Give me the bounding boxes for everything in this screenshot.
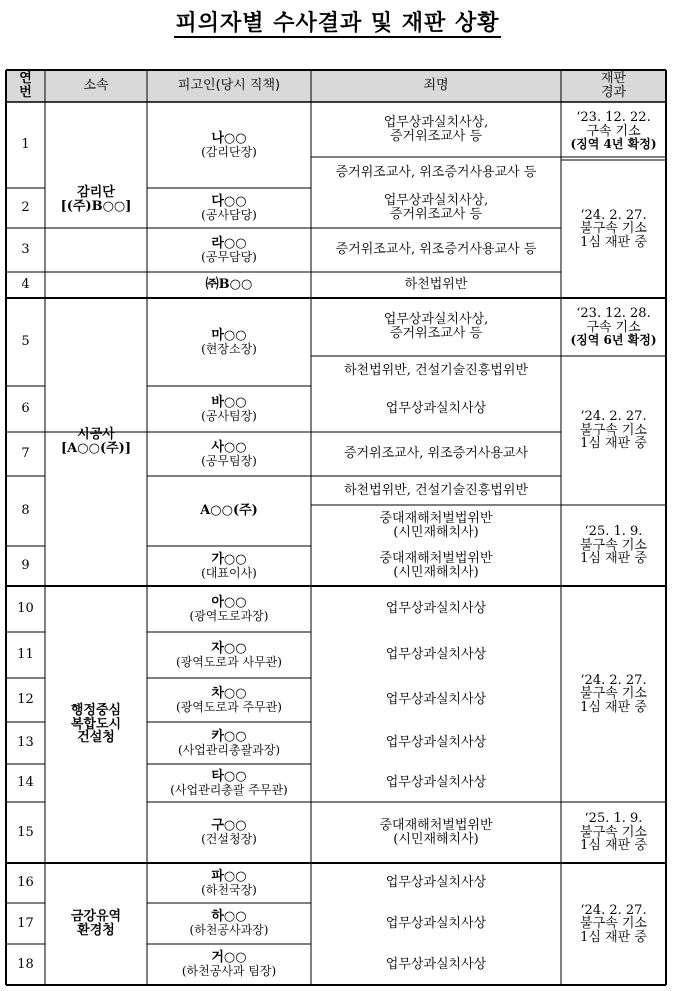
row-number-line: 17 bbox=[17, 915, 34, 931]
charge-cell-line: 증거위조교사, 위조증거사용교사 등 bbox=[335, 242, 537, 258]
result-cell-line: ‘23. 12. 22. bbox=[576, 110, 651, 126]
row-number-line: 3 bbox=[21, 242, 30, 258]
org-cell bbox=[45, 586, 147, 863]
defendant-position: (광역도로과 사무관) bbox=[176, 654, 282, 669]
row-number bbox=[6, 546, 45, 586]
defendant-position: (현장소장) bbox=[201, 341, 257, 356]
defendant-position: (대표이사) bbox=[201, 565, 257, 580]
result-cell-line: (징역 4년 확정) bbox=[570, 137, 657, 152]
defendant-name: 라○○ bbox=[211, 235, 247, 251]
defendant-name: 카○○ bbox=[211, 728, 247, 744]
row-number bbox=[6, 432, 45, 476]
defendant-name: 자○○ bbox=[211, 640, 247, 656]
header-defendant bbox=[147, 70, 311, 102]
header-result bbox=[561, 70, 666, 102]
defendant-position: (공사담당) bbox=[201, 207, 257, 222]
row-number bbox=[6, 298, 45, 386]
charge-cell-line: 업무상과실치사상 bbox=[385, 875, 487, 891]
org-cell-line: 복합도시 bbox=[70, 716, 122, 732]
defendant-position: (감리단장) bbox=[201, 144, 257, 159]
result-cell-line: ‘24. 2. 27. bbox=[580, 207, 647, 223]
result-cell bbox=[561, 863, 666, 985]
row-number-line: 4 bbox=[21, 277, 30, 293]
row-number-line: 12 bbox=[17, 692, 34, 708]
charge-cell-line: (시민재해치사) bbox=[393, 831, 479, 847]
org-cell bbox=[45, 102, 147, 298]
defendant-name: 차○○ bbox=[211, 685, 247, 701]
defendant-name: A○○(주) bbox=[200, 503, 258, 519]
defendant-name: 거○○ bbox=[211, 950, 247, 966]
defendant-cell bbox=[147, 272, 311, 298]
header-no-line: 번 bbox=[19, 85, 32, 100]
defendant-cell bbox=[147, 102, 311, 188]
result-cell bbox=[561, 102, 666, 160]
result-cell-line: 불구속 기소 bbox=[580, 537, 647, 553]
charge-cell-line: 증거위조교사, 위조증거사용교사 bbox=[343, 446, 529, 462]
defendant-cell bbox=[147, 386, 311, 432]
row-number-line: 13 bbox=[17, 735, 34, 751]
row-number bbox=[6, 476, 45, 546]
result-cell-line: 1심 재판 중 bbox=[580, 929, 647, 945]
result-cell-line: 1심 재판 중 bbox=[580, 234, 647, 250]
row-number-line: 14 bbox=[17, 775, 34, 791]
defendant-position: (공사팀장) bbox=[201, 408, 257, 423]
charge-cell-line: 업무상과실치사상 bbox=[385, 735, 487, 751]
defendant-position: (공무팀장) bbox=[201, 453, 257, 468]
defendant-position: (공무담당) bbox=[201, 249, 257, 264]
charge-cell-line: 중대재해처벌법위반 bbox=[379, 551, 493, 567]
defendant-name: 가○○ bbox=[211, 551, 247, 567]
org-cell-line: 시공사 bbox=[77, 427, 115, 443]
charge-cell bbox=[311, 272, 561, 298]
defendant-cell bbox=[147, 802, 311, 863]
row-number bbox=[6, 386, 45, 432]
charge-cell bbox=[311, 722, 561, 764]
result-cell-line: 1심 재판 중 bbox=[580, 838, 647, 854]
defendant-name: 파○○ bbox=[211, 868, 247, 884]
charge-cell bbox=[311, 863, 561, 903]
result-cell bbox=[561, 160, 666, 298]
defendant-cell bbox=[147, 944, 311, 985]
charge-cell bbox=[311, 228, 561, 272]
charge-cell bbox=[311, 546, 561, 586]
defendant-cell bbox=[147, 586, 311, 632]
row-number-line: 18 bbox=[17, 956, 34, 972]
defendant-position: (사업관리총괄과장) bbox=[177, 742, 281, 757]
defendant-cell bbox=[147, 678, 311, 722]
result-cell bbox=[561, 298, 666, 356]
row-number-line: 1 bbox=[21, 137, 30, 153]
defendant-cell bbox=[147, 863, 311, 903]
charge-cell bbox=[311, 802, 561, 863]
row-number-line: 16 bbox=[17, 875, 34, 891]
result-cell-line: 불구속 기소 bbox=[580, 221, 647, 237]
defendant-name: 사○○ bbox=[211, 439, 247, 455]
charge-cell-line: 업무상과실치사상 bbox=[385, 692, 487, 708]
charge-cell-line: 업무상과실치사상, bbox=[383, 193, 489, 209]
row-number bbox=[6, 228, 45, 272]
charge-cell bbox=[311, 102, 561, 157]
row-number bbox=[6, 632, 45, 678]
row-number bbox=[6, 586, 45, 632]
org-cell-line: 행정중심 bbox=[70, 703, 122, 719]
row-number bbox=[6, 802, 45, 863]
row-number-line: 5 bbox=[21, 334, 30, 350]
header-no bbox=[6, 70, 45, 102]
defendant-name: ㈜B○○ bbox=[205, 277, 253, 293]
result-cell bbox=[561, 356, 666, 505]
defendant-position: (하천공사과 팀장) bbox=[181, 964, 277, 979]
defendant-position: (광역도로과 주무관) bbox=[176, 699, 282, 714]
header-charge-line: 죄명 bbox=[423, 78, 449, 94]
result-cell bbox=[561, 802, 666, 863]
charge-cell-line: 중대재해처벌법위반 bbox=[379, 510, 493, 526]
charge-cell bbox=[311, 505, 561, 546]
result-cell-line: 불구속 기소 bbox=[580, 824, 647, 840]
header-no-line: 연 bbox=[19, 71, 32, 87]
result-cell-line: ‘24. 2. 27. bbox=[580, 902, 647, 918]
result-cell-line: ‘24. 2. 27. bbox=[580, 409, 647, 425]
header-org-line: 소속 bbox=[83, 78, 109, 94]
defendant-cell bbox=[147, 298, 311, 386]
charge-cell-line: 업무상과실치사상 bbox=[385, 601, 487, 617]
row-number bbox=[6, 102, 45, 188]
result-cell-line: 1심 재판 중 bbox=[580, 436, 647, 452]
result-cell-line: 불구속 기소 bbox=[580, 916, 647, 932]
charge-cell bbox=[311, 586, 561, 632]
header-result-line: 재판 bbox=[600, 71, 627, 87]
charge-cell-line: 하천법위반 bbox=[404, 277, 468, 293]
org-cell-line: [(주)B○○] bbox=[60, 199, 132, 214]
charge-cell-line: 업무상과실치사상 bbox=[385, 956, 487, 972]
header-result-line: 경과 bbox=[600, 85, 627, 100]
result-cell-line: ‘25. 1. 9. bbox=[584, 524, 643, 540]
charge-cell-line: 증거위조교사 등 bbox=[389, 207, 483, 222]
charge-cell-line: 하천법위반, 건설기술진흥법위반 bbox=[343, 482, 529, 498]
page-title: 피의자별 수사결과 및 재판 상황 bbox=[175, 11, 500, 36]
result-cell-line: 불구속 기소 bbox=[580, 686, 647, 702]
row-number bbox=[6, 272, 45, 298]
defendant-cell bbox=[147, 546, 311, 586]
org-cell-line: [A○○(주)] bbox=[61, 441, 131, 456]
defendant-name: 하○○ bbox=[211, 909, 247, 925]
defendant-cell bbox=[147, 903, 311, 944]
charge-cell bbox=[311, 386, 561, 432]
defendant-cell bbox=[147, 228, 311, 272]
charge-cell-line: 업무상과실치사상, bbox=[383, 312, 489, 328]
result-cell-line: ‘25. 1. 9. bbox=[584, 811, 643, 827]
defendant-name: 구○○ bbox=[211, 818, 247, 834]
header-charge bbox=[311, 70, 561, 102]
row-number-line: 10 bbox=[17, 601, 34, 617]
defendant-name: 바○○ bbox=[211, 394, 247, 410]
defendant-cell bbox=[147, 632, 311, 678]
defendant-cell bbox=[147, 188, 311, 228]
charge-cell-line: 업무상과실치사상 bbox=[385, 647, 487, 663]
charge-cell bbox=[311, 157, 561, 188]
charge-cell bbox=[311, 903, 561, 944]
row-number-line: 2 bbox=[21, 200, 30, 216]
result-cell-line: ‘24. 2. 27. bbox=[580, 672, 647, 688]
row-number-line: 7 bbox=[21, 446, 30, 462]
defendant-position: (하천공사과장) bbox=[189, 923, 269, 938]
row-number-line: 9 bbox=[21, 558, 30, 574]
charge-cell bbox=[311, 476, 561, 505]
charge-cell bbox=[311, 298, 561, 356]
charge-cell-line: 증거위조교사, 위조증거사용교사 등 bbox=[335, 164, 537, 180]
row-number bbox=[6, 188, 45, 228]
org-cell bbox=[45, 298, 147, 586]
result-cell bbox=[561, 586, 666, 802]
row-number-line: 8 bbox=[21, 503, 30, 519]
defendant-name: 나○○ bbox=[211, 130, 247, 146]
row-number-line: 15 bbox=[17, 824, 34, 840]
defendant-name: 아○○ bbox=[211, 594, 247, 610]
charge-cell-line: 업무상과실치사상 bbox=[385, 915, 487, 931]
row-number bbox=[6, 903, 45, 944]
org-cell-line: 건설청 bbox=[77, 730, 115, 746]
header-org bbox=[45, 70, 147, 102]
org-cell bbox=[45, 863, 147, 985]
defendant-position: (하천국장) bbox=[201, 882, 257, 897]
result-cell-line: ‘23. 12. 28. bbox=[576, 306, 651, 322]
header-defendant-line: 피고인(당시 직책) bbox=[177, 78, 281, 94]
defendant-position: (건설청장) bbox=[201, 832, 257, 847]
result-cell-line: (징역 6년 확정) bbox=[570, 333, 657, 348]
row-number bbox=[6, 678, 45, 722]
result-cell-line: 불구속 기소 bbox=[580, 422, 647, 438]
charge-cell-line: 업무상과실치사상 bbox=[385, 775, 487, 791]
result-cell-line: 1심 재판 중 bbox=[580, 551, 647, 567]
row-number-line: 11 bbox=[17, 647, 34, 663]
defendant-cell bbox=[147, 476, 311, 546]
row-number bbox=[6, 764, 45, 802]
charge-cell bbox=[311, 632, 561, 678]
org-cell-line: 환경청 bbox=[77, 923, 115, 938]
charge-cell-line: 증거위조교사 등 bbox=[389, 326, 483, 341]
charge-cell bbox=[311, 764, 561, 802]
defendant-name: 다○○ bbox=[211, 193, 247, 209]
defendant-name: 마○○ bbox=[211, 327, 247, 343]
row-number bbox=[6, 863, 45, 903]
charge-cell-line: (시민재해치사) bbox=[393, 524, 479, 540]
org-cell-line: 금강유역 bbox=[70, 909, 122, 925]
charge-cell-line: 하천법위반, 건설기술진흥법위반 bbox=[343, 363, 529, 379]
defendant-cell bbox=[147, 722, 311, 764]
charge-cell-line: 중대재해처벌법위반 bbox=[379, 817, 493, 833]
result-cell-line: 구속 기소 bbox=[586, 123, 641, 139]
charge-cell bbox=[311, 356, 561, 386]
result-cell bbox=[561, 505, 666, 586]
charge-cell bbox=[311, 944, 561, 985]
result-cell-line: 구속 기소 bbox=[586, 319, 641, 335]
defendant-position: (광역도로과장) bbox=[189, 608, 269, 623]
row-number-line: 6 bbox=[21, 401, 30, 417]
row-number bbox=[6, 944, 45, 985]
defendant-position: (사업관리총괄 주무관) bbox=[170, 782, 288, 797]
defendant-cell bbox=[147, 764, 311, 802]
defendant-cell bbox=[147, 432, 311, 476]
charge-cell bbox=[311, 432, 561, 476]
defendant-name: 타○○ bbox=[211, 768, 247, 784]
charge-cell bbox=[311, 188, 561, 228]
charge-cell-line: 업무상과실치사상, bbox=[383, 114, 489, 130]
org-cell-line: 감리단 bbox=[77, 185, 115, 201]
charge-cell-line: 증거위조교사 등 bbox=[389, 128, 483, 144]
charge-cell-line: 업무상과실치사상 bbox=[385, 401, 487, 417]
charge-cell bbox=[311, 678, 561, 722]
charge-cell-line: (시민재해치사) bbox=[393, 565, 479, 580]
result-cell-line: 1심 재판 중 bbox=[580, 699, 647, 715]
row-number bbox=[6, 722, 45, 764]
